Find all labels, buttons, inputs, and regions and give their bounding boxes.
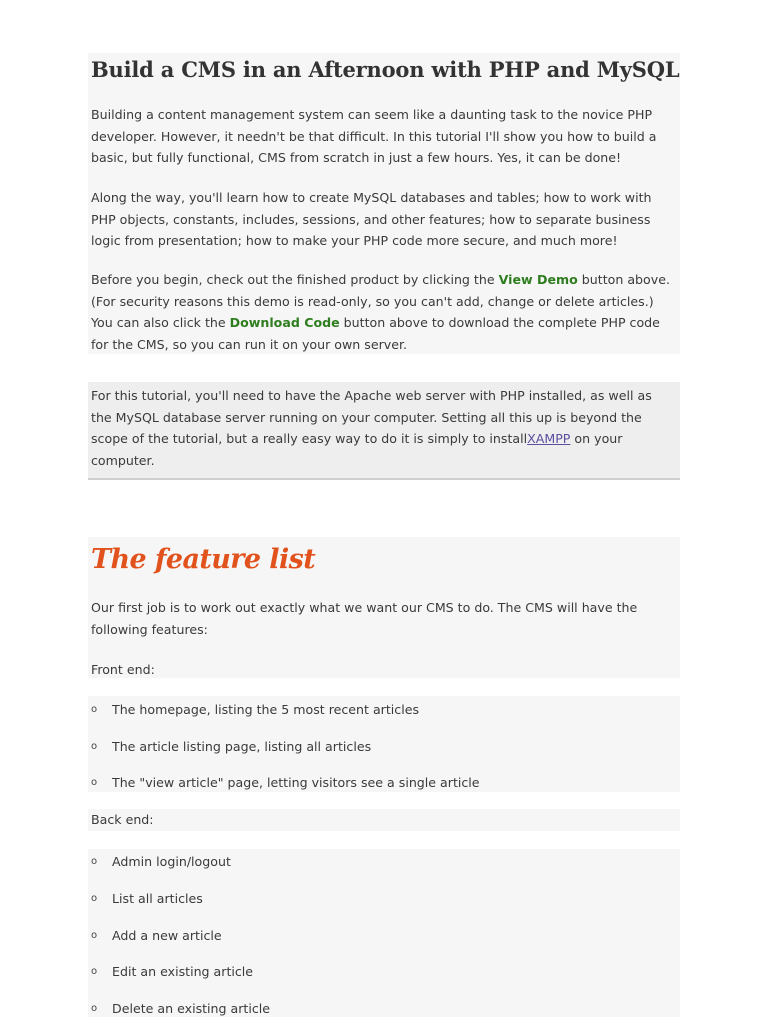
bullet-icon: o xyxy=(91,856,98,867)
bullet-icon: o xyxy=(91,966,98,977)
back-end-label: Back end: xyxy=(91,812,154,827)
feature-list-section xyxy=(88,537,680,678)
bullet-icon: o xyxy=(91,704,98,715)
bullet-icon: o xyxy=(91,777,98,788)
article-title: Build a CMS in an Afternoon with PHP and MySQL xyxy=(91,57,680,82)
view-demo-reference: View Demo xyxy=(498,272,578,287)
intro-p3-text-a: Before you begin, check out the finished product by clicking the xyxy=(91,272,499,287)
xampp-link[interactable]: XAMPP xyxy=(527,431,571,447)
requirements-text-b: on your computer. xyxy=(91,431,623,469)
intro-p3-text-c: button above to download the complete PHP code for the CMS, so you can run it on your own server. xyxy=(91,315,660,353)
feature-list-heading: The feature list xyxy=(91,544,316,575)
intro-section xyxy=(88,53,680,354)
list-item-text: Edit an existing article xyxy=(112,964,254,979)
list-item-text: The article listing page, listing all articles xyxy=(112,739,372,754)
list-item-text: Add a new article xyxy=(112,928,222,943)
intro-p3-text-b: button above. (For security reasons this demo is read-only, so you can't add, change or delete articles.) You can also click the xyxy=(91,272,670,331)
bullet-icon: o xyxy=(91,741,98,752)
download-code-reference: Download Code xyxy=(229,315,340,331)
bullet-icon: o xyxy=(91,930,98,941)
bullet-icon: o xyxy=(91,893,98,904)
requirements-text-a: For this tutorial, you'll need to have the Apache web server with PHP installed, as well as the MySQL database server running on your computer. Setting all this up is beyond the scope of the tutorial, but a really easy way to do it is simply to install xyxy=(91,388,652,447)
intro-paragraph-3 xyxy=(91,269,676,356)
list-item-text: The "view article" page, letting visitors see a single article xyxy=(112,775,480,790)
feature-list-intro: Our first job is to work out exactly what we want our CMS to do. The CMS will have the following features: xyxy=(91,600,638,637)
intro-paragraph-1: Building a content management system can seem like a daunting task to the novice PHP developer. However, it needn't be that difficult. In this tutorial I'll show you how to build a basic, but fully functional, CMS from scratch in just a few hours. Yes, it can be done! xyxy=(91,107,657,166)
back-end-list xyxy=(88,849,680,1017)
list-item-text: Delete an existing article xyxy=(112,1001,271,1016)
list-item-text: Admin login/logout xyxy=(112,854,231,869)
front-end-list xyxy=(88,696,680,792)
requirements-note xyxy=(88,382,680,480)
list-item-text: The homepage, listing the 5 most recent articles xyxy=(112,702,420,717)
list-item-text: List all articles xyxy=(112,891,203,906)
front-end-label: Front end: xyxy=(91,662,155,677)
intro-paragraph-2: Along the way, you'll learn how to create MySQL databases and tables; how to work with PHP objects, constants, includes, sessions, and other features; how to separate business logic from presentation; how to make your PHP code more secure, and much more! xyxy=(91,190,652,249)
back-end-label-block xyxy=(88,809,680,831)
requirements-text xyxy=(91,385,680,472)
bullet-icon: o xyxy=(91,1003,98,1014)
